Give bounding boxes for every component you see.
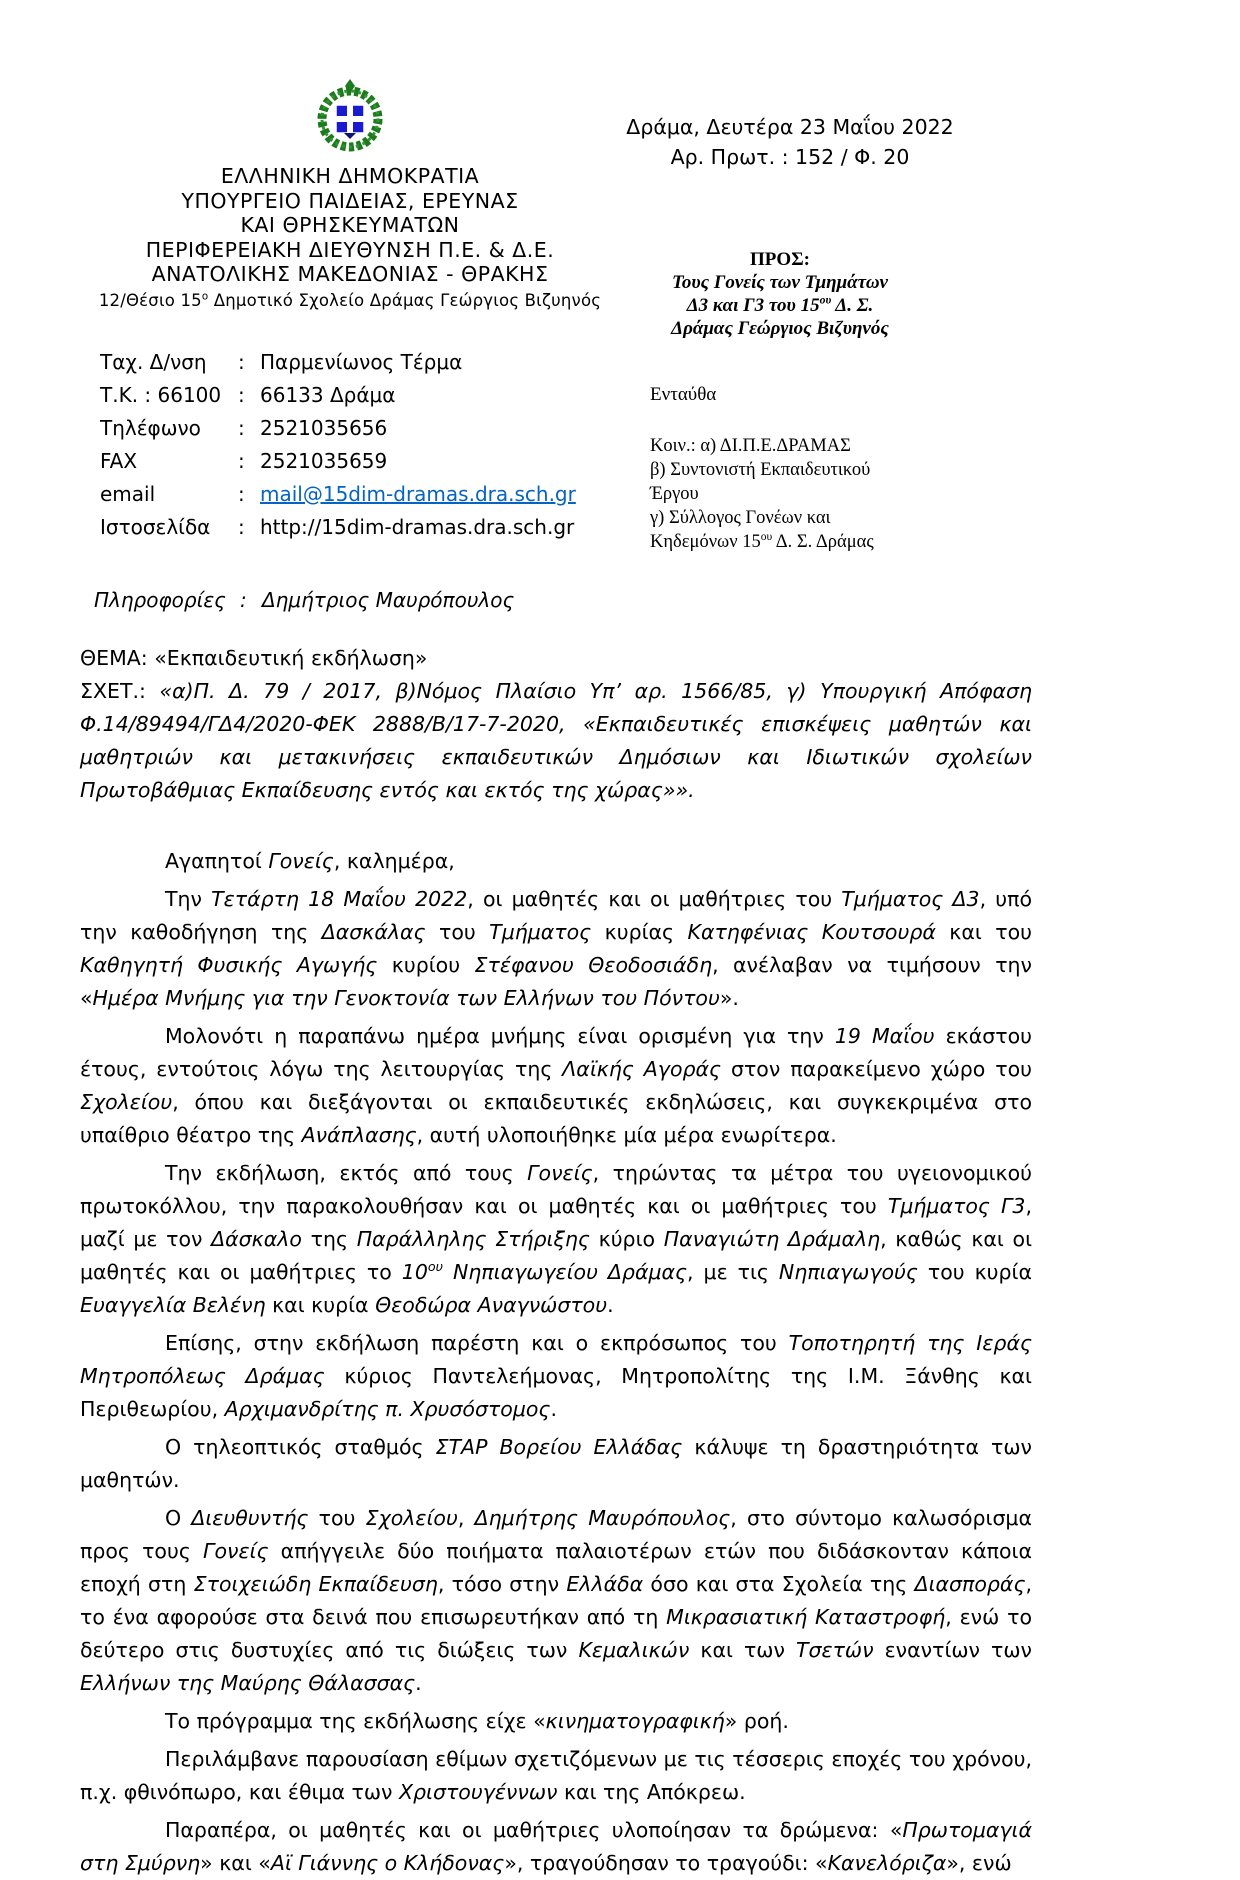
text-segment: ΣΤΑΡ Βορείου Ελλάδας bbox=[435, 1434, 683, 1459]
text-segment: , bbox=[457, 1505, 475, 1530]
text-segment: Παράλληλης Στήριξης bbox=[356, 1226, 590, 1251]
recipient-line bbox=[640, 317, 920, 340]
text-segment: του bbox=[308, 1505, 366, 1530]
letterhead-left-column bbox=[80, 70, 620, 612]
text-segment: Έργου bbox=[650, 484, 699, 504]
text-segment: και κυρία bbox=[265, 1292, 376, 1317]
contact-label: email bbox=[100, 481, 156, 506]
text-segment: Δασκάλας bbox=[321, 919, 426, 944]
contact-value: http://15dim-dramas.dra.sch.gr bbox=[260, 514, 575, 539]
contact-separator: : bbox=[238, 481, 245, 506]
koin-line bbox=[650, 434, 900, 458]
email-link[interactable]: mail@15dim-dramas.dra.sch.gr bbox=[260, 481, 576, 506]
text-segment: , καλημέρα, bbox=[333, 848, 455, 873]
protocol-number-line: Αρ. Πρωτ. : 152 / Φ. 20 bbox=[670, 145, 910, 169]
place-date-line: Δράμα, Δευτέρα 23 Μαΐου 2022 bbox=[626, 115, 954, 139]
date-protocol-block bbox=[620, 112, 960, 172]
body-paragraph bbox=[80, 1327, 1032, 1426]
text-segment: Κατηφένιας Κουτσουρά bbox=[687, 919, 936, 944]
text-segment: Κηδεμόνων 15 bbox=[650, 532, 761, 552]
text-segment: και των bbox=[689, 1637, 796, 1662]
text-segment: Κεμαλικών bbox=[578, 1637, 690, 1662]
text-segment: Σχολείου bbox=[80, 1089, 173, 1114]
text-segment: ου bbox=[427, 1258, 443, 1274]
text-segment: Νηπιαγωγείου Δράμας bbox=[443, 1259, 688, 1284]
text-segment: Δ. Σ. bbox=[831, 295, 874, 316]
contact-label: Τηλέφωνο bbox=[100, 415, 201, 440]
government-header-line: ΚΑΙ ΘΡΗΣΚΕΥΜΑΤΩΝ bbox=[240, 213, 460, 237]
text-segment: όσο και στα Σχολεία της bbox=[643, 1571, 915, 1596]
text-segment: Την bbox=[165, 886, 212, 911]
text-segment: , το ένα αφορούσε στα δεινά που επισωρευτήκαν από τη bbox=[80, 1571, 1033, 1629]
text-segment: » ροή. bbox=[724, 1708, 789, 1733]
text-segment: Ελλήνων της Μαύρης Θάλασσας bbox=[80, 1670, 416, 1695]
koin-line bbox=[650, 506, 900, 530]
text-segment: Τμήματος Γ3 bbox=[887, 1193, 1026, 1218]
text-segment: απήγγειλε δύο ποιήματα παλαιοτέρων ετών που διδάσκονταν κάποια εποχή στη bbox=[80, 1538, 1032, 1596]
government-header-line: ΑΝΑΤΟΛΙΚΗΣ ΜΑΚΕΔΟΝΙΑΣ - ΘΡΑΚΗΣ bbox=[151, 262, 549, 286]
text-segment: Δημήτρης Μαυρόπουλος bbox=[474, 1505, 731, 1530]
cross-shield-icon bbox=[336, 105, 364, 139]
contact-value: Παρμενίωνος Τέρμα bbox=[260, 349, 463, 374]
text-segment: Καθηγητή Φυσικής Αγωγής bbox=[80, 952, 378, 977]
text-segment: 19 Μαΐου bbox=[834, 1023, 935, 1048]
text-segment: Ελλάδα bbox=[566, 1571, 644, 1596]
text-segment: , υπό την καθοδήγηση της bbox=[80, 886, 1032, 944]
text-segment: Παναγιώτη Δράμαλη bbox=[663, 1226, 881, 1251]
contact-block bbox=[100, 346, 620, 544]
text-segment: Επίσης, στην εκδήλωση παρέστη και ο εκπρόσωπος του bbox=[165, 1330, 789, 1355]
text-segment: Ο bbox=[165, 1505, 192, 1530]
contact-row bbox=[100, 379, 620, 412]
text-segment: Νηπιαγωγούς bbox=[778, 1259, 918, 1284]
text-segment: , ανέλαβαν να τιμήσουν την « bbox=[80, 952, 1032, 1010]
text-segment: ΣΧΕΤ.: bbox=[80, 678, 160, 703]
text-segment: Την εκδήλωση, εκτός από τους bbox=[165, 1160, 528, 1185]
text-segment: Δ. Σ. Δράμας bbox=[772, 532, 874, 552]
government-header-line: ΥΠΟΥΡΓΕΙΟ ΠΑΙΔΕΙΑΣ, ΕΡΕΥΝΑΣ bbox=[181, 188, 519, 213]
text-segment: στον παρακείμενο χώρο του bbox=[721, 1056, 1032, 1081]
greek-coat-of-arms-emblem bbox=[317, 78, 383, 154]
info-value: Δημήτριος Μαυρόπουλος bbox=[262, 587, 515, 612]
text-segment: , τόσο στην bbox=[437, 1571, 567, 1596]
contact-row bbox=[100, 445, 620, 478]
text-segment: . bbox=[550, 1396, 557, 1421]
text-segment: 12/Θέσιο 15 bbox=[98, 290, 202, 310]
koin-line bbox=[650, 458, 900, 482]
text-segment: Ημέρα Μνήμης για την Γενοκτονία των Ελλήνων του Πόντου bbox=[92, 985, 720, 1010]
contact-separator: : bbox=[238, 415, 245, 440]
contact-separator: : bbox=[238, 448, 245, 473]
thema-line bbox=[80, 642, 1032, 675]
text-segment: Περιλάμβανε παρουσίαση εθίμων σχετιζόμενων με τις τέσσερις εποχές του χρόνου, π.χ. φθινόπωρο, και έθιμα των bbox=[80, 1746, 1032, 1804]
contact-label: Ιστοσελίδα bbox=[100, 514, 211, 539]
info-separator: : bbox=[240, 587, 247, 612]
text-segment: Θεοδώρα Αναγνώστου bbox=[375, 1292, 608, 1317]
text-segment: 10 bbox=[401, 1259, 428, 1284]
body-paragraph bbox=[80, 1743, 1032, 1809]
text-segment: Πρωτομαγιά στη Σμύρνη bbox=[80, 1817, 1032, 1875]
koin-line bbox=[650, 530, 900, 554]
text-segment: γ) Σύλλογος Γονέων και bbox=[650, 508, 831, 528]
text-segment: Αγαπητοί bbox=[165, 848, 269, 873]
body-paragraph bbox=[80, 1020, 1032, 1152]
text-segment: κάλυψε τη δραστηριότητα των μαθητών. bbox=[80, 1434, 1032, 1492]
government-header-line: ΕΛΛΗΝΙΚΗ ΔΗΜΟΚΡΑΤΙΑ bbox=[220, 164, 480, 188]
text-segment: ου bbox=[760, 530, 773, 543]
letterhead-right-column bbox=[620, 70, 1160, 612]
text-segment: Το πρόγραμμα της εκδήλωσης είχε « bbox=[165, 1708, 546, 1733]
recipient-lines bbox=[640, 271, 920, 340]
text-segment: , με τις bbox=[687, 1259, 779, 1284]
text-segment: και του bbox=[935, 919, 1033, 944]
text-segment: Κανελόριζα bbox=[827, 1850, 947, 1875]
contact-separator: : bbox=[238, 514, 245, 539]
body-paragraph bbox=[80, 1814, 1032, 1880]
text-segment: », τραγούδησαν το τραγούδι: « bbox=[504, 1850, 828, 1875]
contact-separator: : bbox=[238, 349, 245, 374]
text-segment: Στέφανου Θεοδοσιάδη bbox=[474, 952, 713, 977]
contact-label: Τ.Κ. : 66100 bbox=[100, 382, 222, 407]
text-segment: Δημοτικό Σχολείο Δράμας Γεώργιος Βιζυηνός bbox=[208, 290, 602, 310]
text-segment: Δράμας Γεώργιος Βιζυηνός bbox=[671, 318, 889, 339]
text-segment: Τετάρτη 18 Μαΐου 2022 bbox=[211, 886, 468, 911]
text-segment: ο bbox=[201, 291, 209, 302]
contact-label: FAX bbox=[100, 448, 138, 473]
subject-block bbox=[80, 642, 1032, 807]
text-segment: του κυρία bbox=[917, 1259, 1032, 1284]
text-segment: Τους Γονείς των Τμημάτων bbox=[671, 272, 888, 293]
text-segment: Τμήματος Δ3 bbox=[841, 886, 980, 911]
text-segment: ». bbox=[719, 985, 739, 1010]
contact-separator: : bbox=[238, 382, 245, 407]
text-segment: , τηρώντας τα μέτρα του υγειονομικού πρωτοκόλλου, την παρακολουθήσαν και οι μαθητές και οι μαθήτριες του bbox=[80, 1160, 1032, 1218]
government-header bbox=[80, 164, 620, 287]
body-paragraph bbox=[80, 845, 1032, 878]
text-segment: , ενώ το δεύτερο στις δυστυχίες από τις διώξεις των bbox=[80, 1604, 1032, 1662]
text-segment: Μολονότι η παραπάνω ημέρα μνήμης είναι ορισμένη για την bbox=[165, 1023, 835, 1048]
text-segment: » και « bbox=[200, 1850, 271, 1875]
body-paragraph bbox=[80, 1502, 1032, 1700]
text-segment: εκάστου έτους, εντούτοις λόγω της λειτουργίας της bbox=[80, 1023, 1032, 1081]
text-segment: Σχολείου bbox=[365, 1505, 458, 1530]
text-segment: Στοιχειώδη Εκπαίδευση bbox=[193, 1571, 438, 1596]
body-paragraphs bbox=[80, 845, 1032, 1880]
text-segment: ΘΕΜΑ: «Εκπαιδευτική εκδήλωση» bbox=[80, 645, 428, 670]
entautha-line: Ενταύθα bbox=[650, 384, 717, 405]
text-segment: . bbox=[607, 1292, 614, 1317]
text-segment: του bbox=[425, 919, 490, 944]
info-label: Πληροφορίες bbox=[94, 587, 226, 612]
recipient-line bbox=[640, 271, 920, 294]
body-paragraph bbox=[80, 1157, 1032, 1322]
text-segment: Χριστουγέννων bbox=[398, 1779, 558, 1804]
text-segment: , όπου και διεξάγονται οι εκπαιδευτικές εκδηλώσεις, και συγκεκριμένα στο υπαίθριο θέατρο της bbox=[80, 1089, 1032, 1147]
text-segment: ου bbox=[819, 293, 832, 307]
text-segment: , καθώς και οι μαθητές και οι μαθήτριες το bbox=[80, 1226, 1033, 1284]
koin-line bbox=[650, 482, 900, 506]
contact-value: 2521035659 bbox=[260, 448, 388, 473]
contact-row bbox=[100, 412, 620, 445]
recipient-block bbox=[640, 248, 920, 340]
text-segment: Τσετών bbox=[795, 1637, 874, 1662]
text-segment: Δάσκαλο bbox=[211, 1226, 302, 1251]
text-segment: Δ3 και Γ3 του 15 bbox=[686, 295, 820, 316]
contact-value: 66133 Δράμα bbox=[260, 382, 396, 407]
text-segment: Λαϊκής Αγοράς bbox=[562, 1056, 722, 1081]
text-segment: , στο σύντομο καλωσόρισμα προς τους bbox=[80, 1505, 1032, 1563]
text-segment: κυρίας bbox=[591, 919, 688, 944]
text-segment: Ανάπλασης bbox=[301, 1122, 417, 1147]
text-segment: Διασποράς bbox=[914, 1571, 1026, 1596]
recipient-line bbox=[640, 294, 920, 317]
text-segment: Ευαγγελία Βελένη bbox=[80, 1292, 266, 1317]
text-segment: Τμήματος bbox=[489, 919, 592, 944]
text-segment: , μαζί με τον bbox=[80, 1193, 1032, 1251]
letterhead bbox=[0, 0, 1240, 612]
text-segment: Τοποτηρητή της Ιεράς Μητροπόλεως Δράμας bbox=[80, 1330, 1032, 1388]
body-paragraph bbox=[80, 1431, 1032, 1497]
government-header-line: ΠΕΡΙΦΕΡΕΙΑΚΗ ΔΙΕΥΘΥΝΣΗ Π.Ε. & Δ.Ε. bbox=[145, 237, 555, 262]
contact-row bbox=[100, 478, 620, 511]
body-paragraph bbox=[80, 1705, 1032, 1738]
text-segment: Παραπέρα, οι μαθητές και οι μαθήτριες υλοποίησαν τα δρώμενα: « bbox=[165, 1817, 903, 1842]
info-line bbox=[94, 588, 620, 612]
contact-label: Ταχ. Δ/νση bbox=[100, 349, 207, 374]
text-segment: β) Συντονιστή Εκπαιδευτικού bbox=[650, 460, 871, 480]
koin-block bbox=[650, 434, 900, 554]
text-segment: κινηματογραφική bbox=[545, 1708, 725, 1733]
text-segment: «α)Π. Δ. 79 / 2017, β)Νόμος Πλαίσιο Υπ’ αρ. 1566/85, γ) Υπουργική Απόφαση Φ.14/89494/ΓΔ4/2020-ΦΕΚ 2888/Β/17-7-2020, «Εκπαιδευτικές επισκέψεις μαθητών και μαθητριών και μετακινήσεις εκπαιδευτικών Δημόσιων και Ιδιωτικών σχολείων Πρωτοβάθμιας Εκπαίδευσης εντός και εκτός της χώρας»». bbox=[80, 678, 1032, 802]
contact-value bbox=[260, 478, 576, 511]
text-segment: κυρίου bbox=[377, 952, 475, 977]
school-name-line bbox=[80, 290, 620, 312]
text-segment: κύριο bbox=[589, 1226, 664, 1251]
text-segment: Διευθυντής bbox=[191, 1505, 309, 1530]
body-paragraph bbox=[80, 883, 1032, 1015]
text-segment: Ο τηλεοπτικός σταθμός bbox=[165, 1434, 436, 1459]
text-segment: Μικρασιατική Καταστροφή bbox=[666, 1604, 946, 1629]
text-segment: », ενώ bbox=[946, 1850, 1012, 1875]
contact-row bbox=[100, 346, 620, 379]
text-segment: Αϊ Γιάννης ο Κλήδονας bbox=[270, 1850, 505, 1875]
text-segment: Κοιν.: α) ΔΙ.Π.Ε.ΔΡΑΜΑΣ bbox=[650, 436, 851, 456]
contact-row bbox=[100, 511, 620, 544]
recipient-heading: ΠΡΟΣ: bbox=[750, 249, 810, 270]
text-segment: της bbox=[301, 1226, 357, 1251]
text-segment: εναντίων των bbox=[873, 1637, 1033, 1662]
text-segment: Γονείς bbox=[203, 1538, 269, 1563]
sxet-paragraph bbox=[80, 675, 1032, 807]
text-segment: και της Απόκρεω. bbox=[557, 1779, 746, 1804]
text-segment: κύριος Παντελεήμονας, Μητροπολίτης της Ι.Μ. Ξάνθης και Περιθεωρίου, bbox=[80, 1363, 1032, 1421]
text-segment: , αυτή υλοποιήθηκε μία μέρα ενωρίτερα. bbox=[416, 1122, 837, 1147]
text-segment: Γονείς bbox=[268, 848, 334, 873]
contact-value: 2521035656 bbox=[260, 415, 388, 440]
text-segment: . bbox=[415, 1670, 422, 1695]
text-segment: , οι μαθητές και οι μαθήτριες του bbox=[467, 886, 842, 911]
text-segment: Αρχιμανδρίτης π. Χρυσόστομος bbox=[224, 1396, 551, 1421]
text-segment: Γονείς bbox=[527, 1160, 593, 1185]
